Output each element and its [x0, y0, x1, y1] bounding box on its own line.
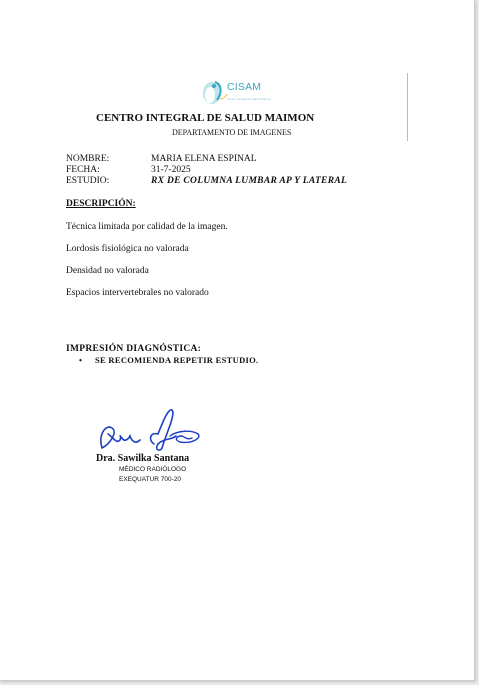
logo-text: CISAM: [227, 81, 262, 93]
signer-name: Dra. Sawilka Santana: [96, 453, 190, 464]
margin-divider: [407, 73, 408, 141]
study-row: [66, 176, 347, 186]
study-value: RX DE COLUMNA LUMBAR AP Y LATERAL: [151, 176, 348, 186]
center-name: CENTRO INTEGRAL DE SALUD MAIMON: [96, 112, 315, 124]
date-row: [66, 165, 191, 175]
bullet-icon: •: [79, 355, 83, 365]
finding-item: Densidad no valorada: [66, 266, 149, 276]
date-value: 31-7-2025: [151, 165, 191, 175]
cisam-logo: [199, 78, 274, 110]
handwritten-signature: [96, 404, 206, 454]
impression-text: SE RECOMIENDA REPETIR ESTUDIO.: [95, 355, 259, 365]
logo-emblem-icon: [199, 78, 229, 110]
description-heading: DESCRIPCIÓN:: [66, 199, 136, 209]
impression-list-item: [79, 355, 258, 365]
name-value: MARIA ELENA ESPINAL: [151, 154, 257, 164]
finding-item: Espacios intervertebrales no valorado: [66, 288, 209, 298]
impression-heading: IMPRESIÓN DIAGNÓSTICA:: [66, 344, 202, 354]
signer-role: MÉDICO RADIÓLOGO: [119, 466, 187, 473]
date-label: FECHA:: [66, 165, 100, 175]
finding-item: Técnica limitada por calidad de la imagen.: [66, 222, 228, 232]
name-label: NOMBRE:: [66, 154, 110, 164]
logo-tagline: Centro Integral de Salud Maimon: [227, 97, 272, 101]
study-label: ESTUDIO:: [66, 176, 110, 186]
department-name: DEPARTAMENTO DE IMAGENES: [172, 128, 292, 137]
patient-name-row: [66, 154, 257, 164]
signer-exequatur: EXEQUATUR 700-20: [119, 476, 182, 483]
finding-item: Lordosis fisiológica no valorada: [66, 244, 189, 254]
